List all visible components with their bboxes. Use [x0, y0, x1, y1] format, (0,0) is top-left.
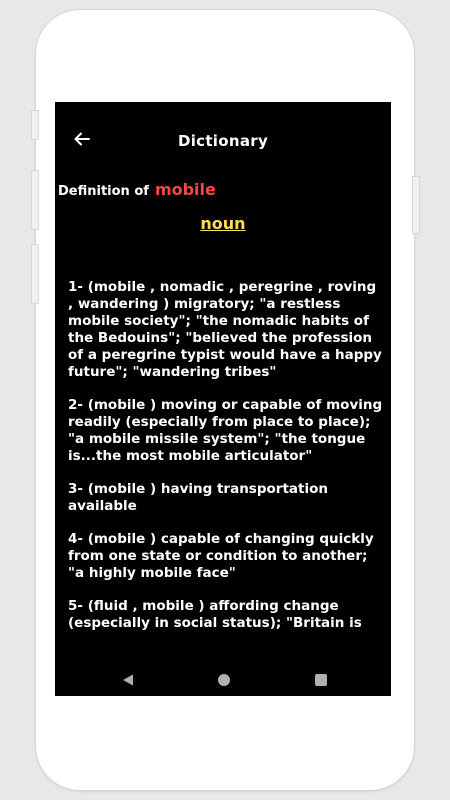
phone-volume-up-button	[31, 170, 39, 230]
definition-word: mobile	[154, 180, 216, 199]
phone-side-button	[31, 110, 39, 140]
page-title: Dictionary	[177, 132, 269, 150]
definition-item-4: 4- (mobile ) capable of changing quickly from one state or condition to another; "a highly mobile face"	[68, 531, 374, 581]
part-of-speech: noun	[200, 214, 246, 233]
phone-power-button	[412, 176, 420, 234]
definition-item-1: 1- (mobile , nomadic , peregrine , roving , wandering ) migratory; "a restless mobile society"; "the nomadic habits of the Bedouins"; "believed the profession of a peregrine typist would have a happy future"; "wandering tribes"	[68, 279, 382, 380]
definition-heading	[58, 180, 216, 199]
phone-volume-down-button	[31, 244, 39, 304]
definition-item-2: 2- (mobile ) moving or capable of moving readily (especially from place to place); "a mobile missile system"; "the tongue is...the most mobile articulator"	[68, 397, 383, 464]
system-nav-bar	[55, 664, 391, 696]
square-recents-icon[interactable]	[315, 674, 327, 686]
triangle-back-icon[interactable]	[121, 673, 135, 687]
circle-home-icon[interactable]	[218, 674, 230, 686]
app-screen	[55, 102, 391, 696]
definitions-list	[68, 279, 386, 648]
top-app-bar	[55, 102, 391, 180]
definition-label: Definition of	[58, 184, 149, 199]
definition-item-3: 3- (mobile ) having transportation available	[68, 481, 328, 514]
definition-item-5: 5- (fluid , mobile ) affording change (especially in social status); "Britain is	[68, 598, 362, 631]
